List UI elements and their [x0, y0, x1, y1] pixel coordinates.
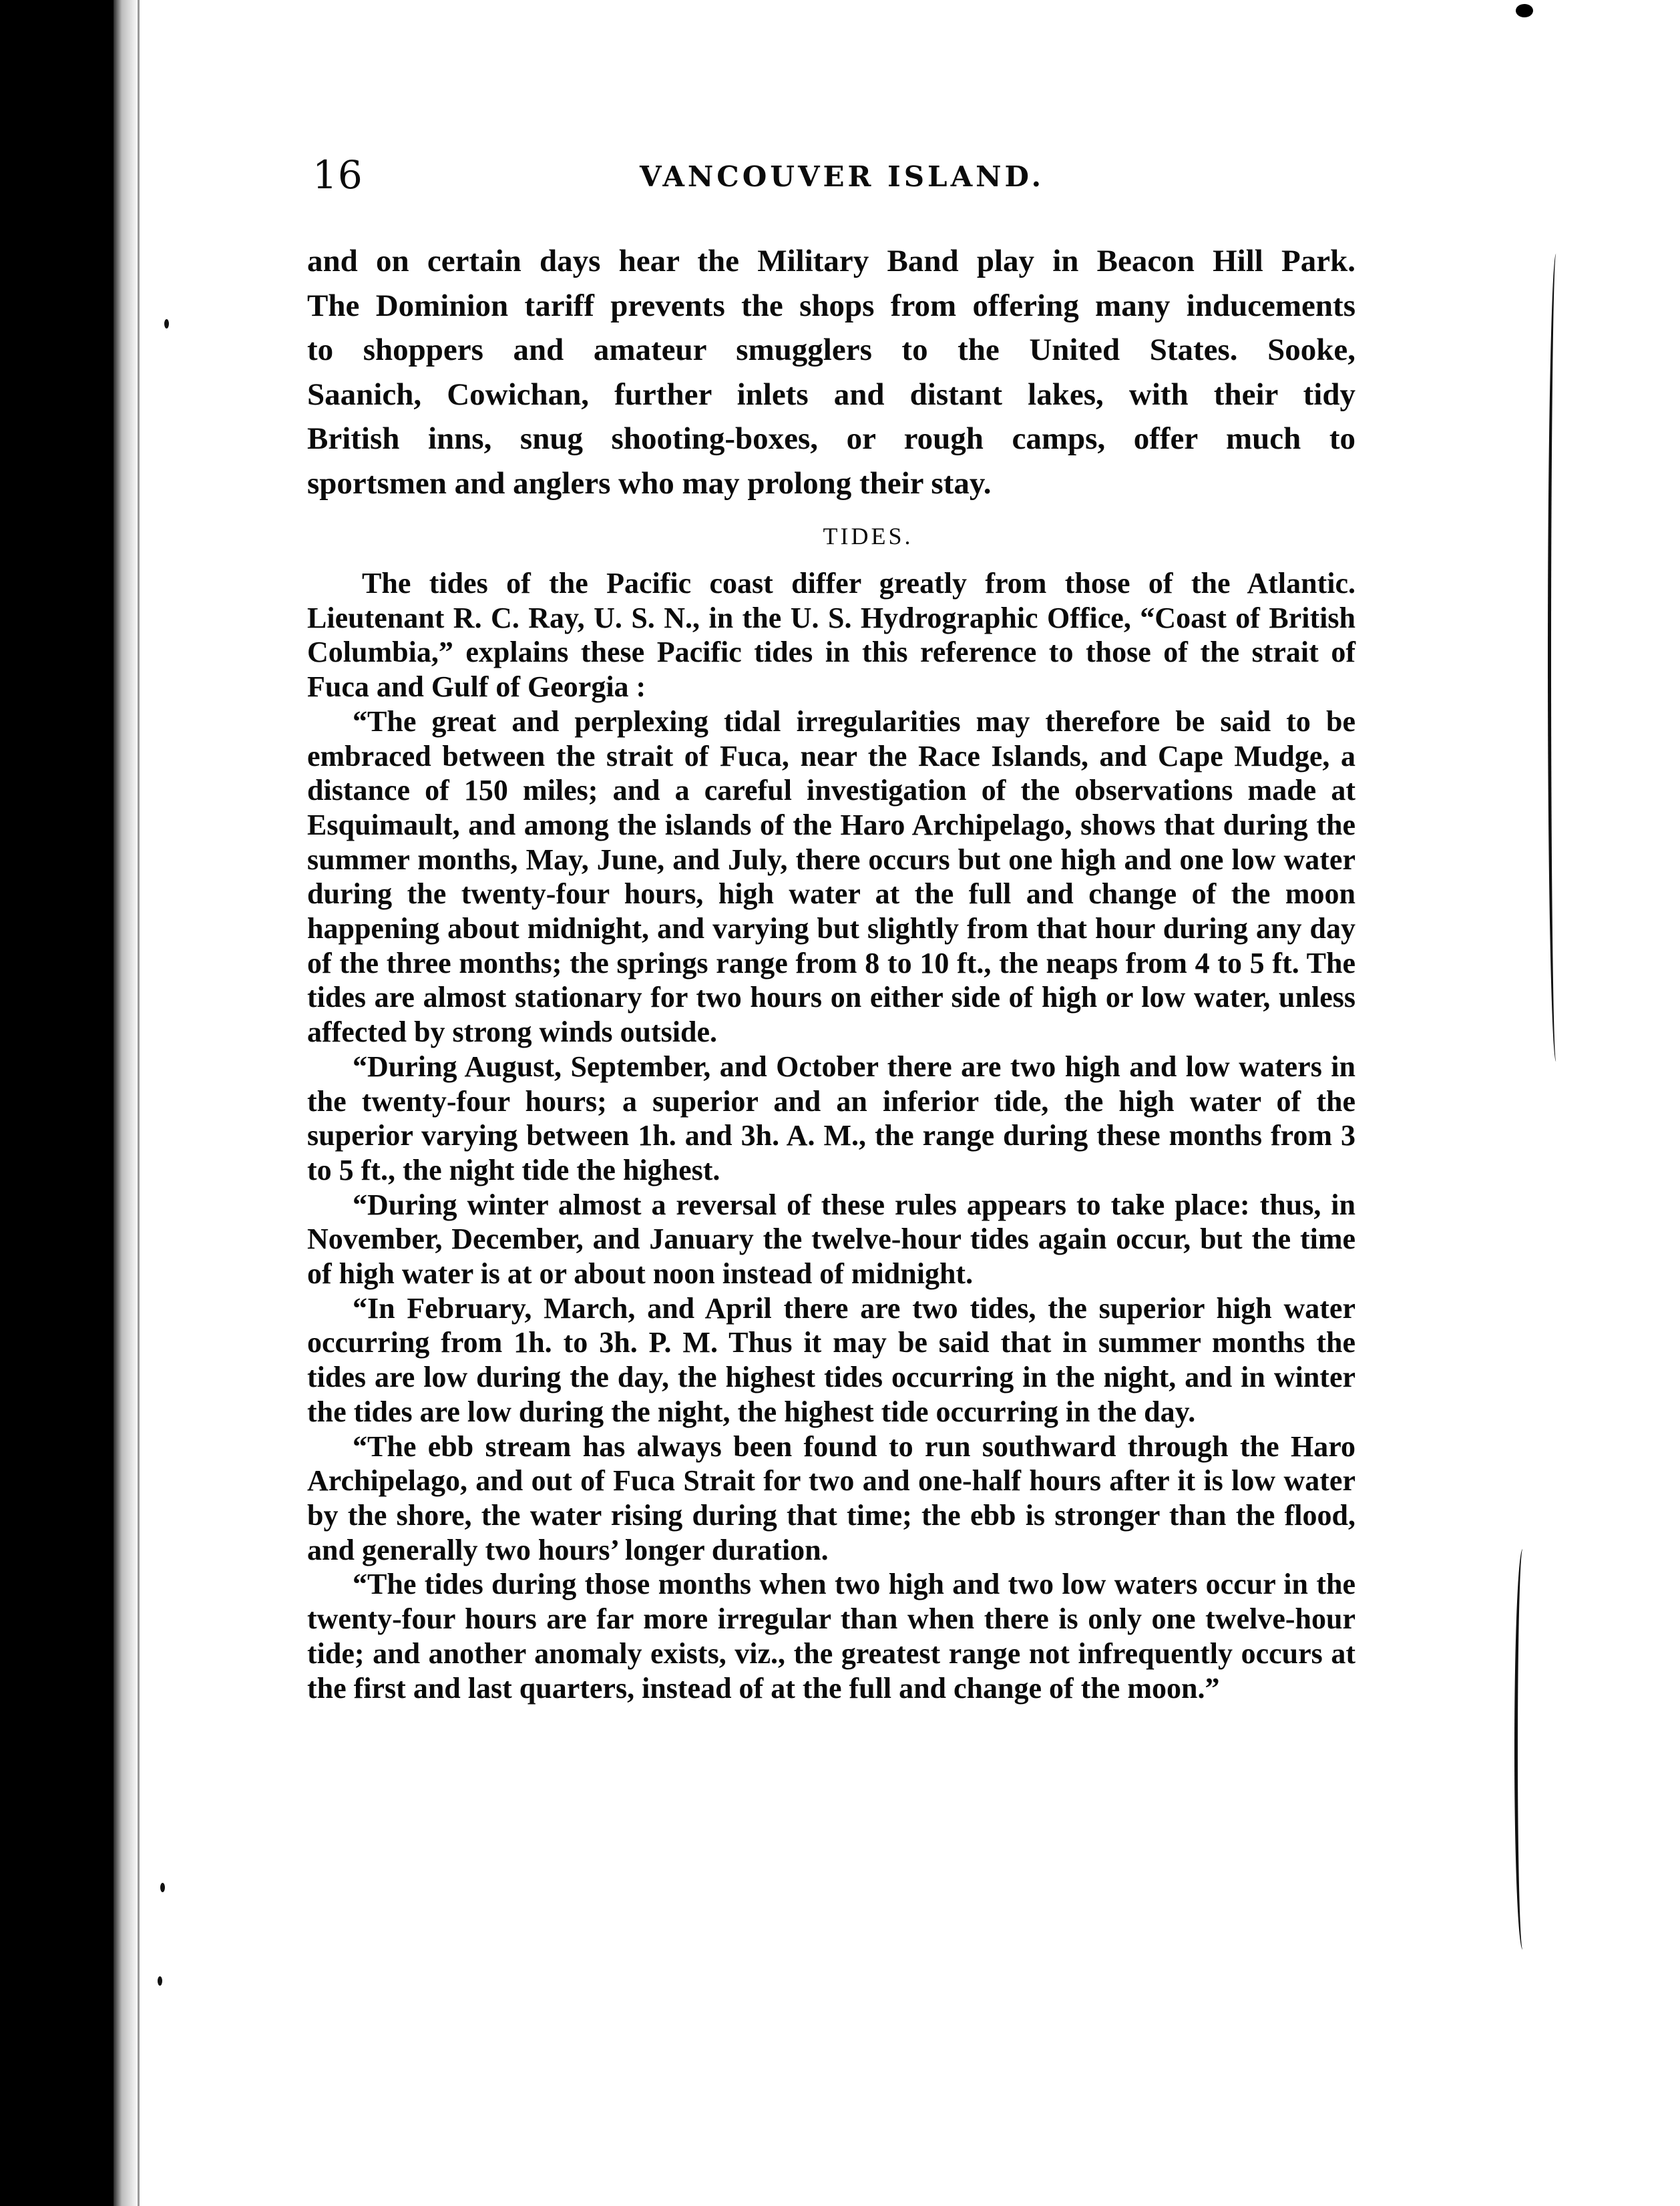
margin-bracket-mark — [1514, 1549, 1535, 1950]
scan-speck — [164, 319, 169, 328]
text-line: Saanich, Cowichan, further inlets and distant lakes, with their tidy — [307, 377, 1355, 412]
scan-border — [0, 0, 114, 2206]
page-number: 16 — [312, 152, 363, 198]
scan-border-shadow — [114, 0, 138, 2206]
text-line: The Dominion tariff prevents the shops from offering many inducements — [307, 288, 1355, 323]
text-line: sportsmen and anglers who may prolong their stay. — [307, 465, 992, 501]
margin-bracket-mark — [1548, 254, 1568, 1062]
tides-section — [307, 566, 1355, 1705]
text-line: and on certain days hear the Military Band play in Beacon Hill Park. — [307, 244, 1355, 278]
section-heading: TIDES. — [823, 523, 913, 549]
quoted-paragraph: “In February, March, and April there are two tides, the superior high water occurring from 1h. to 3h. P. M. Thus it may be said that in summer months the tides are low during the day, the highest tides occurring in the night, and in winter the tides are low during the night, the highest tide occurring in the day. — [307, 1291, 1355, 1428]
text-line: to shoppers and amateur smugglers to the United States. Sooke, — [307, 333, 1355, 367]
scan-speck — [1516, 4, 1533, 17]
running-head — [312, 152, 1354, 206]
scan-speck — [160, 1883, 165, 1892]
paragraph: The tides of the Pacific coast differ greatly from those of the Atlantic. Lieutenant R. C. Ray, U. S. N., in the U. S. Hydrographic Office, “Coast of British Columbia,” explains these Pacific tides in this reference to those of the strait of Fuca and Gulf of Georgia : — [307, 567, 1355, 704]
scan-speck — [158, 1976, 162, 1986]
quoted-paragraph: “During August, September, and October there are two high and low waters in the twenty-four hours; a superior and an inferior tide, the high water of the superior varying between 1h. and 3h. A. M., the range during these months from 3 to 5 ft., the night tide the highest. — [307, 1050, 1355, 1186]
quoted-paragraph: “The great and perplexing tidal irregularities may therefore be said to be embraced between the strait of Fuca, near the Race Islands, and Cape Mudge, a distance of 150 miles; and a careful investigation of the observations made at Esquimault, and among the islands of the Haro Archipelago, shows that during the summer months, May, June, and July, there occurs but one high and one low water during the twenty-four hours, high water at the full and change of the moon happening about midnight, and varying but slightly from that hour during any day of the three months; the springs range from 8 to 10 ft., the neaps from 4 to 5 ft. The tides are almost stationary for two hours on either side of high or low water, unless affected by strong winds outside. — [307, 704, 1355, 1049]
running-title: VANCOUVER ISLAND. — [640, 160, 1045, 193]
text-line: British inns, snug shooting-boxes, or rough camps, offer much to — [307, 421, 1355, 456]
quoted-paragraph: “The ebb stream has always been found to run southward through the Haro Archipelago, and out of Fuca Strait for two and one-half hours after it is low water by the shore, the water rising during that time; the ebb is stronger than the flood, and generally two hours’ longer duration. — [307, 1429, 1355, 1566]
quoted-paragraph: “During winter almost a reversal of these rules appears to take place: thus, in November, December, and January the twelve-hour tides again occur, but the time of high water is at or about noon instead of midnight. — [307, 1188, 1355, 1291]
quoted-paragraph: “The tides during those months when two high and two low waters occur in the twenty-four hours are far more irregular than when there is only one twelve-hour tide; and another anomaly exists, viz., the greatest range not infrequently occurs at the first and last quarters, instead of at the full and change of the moon.” — [307, 1568, 1355, 1705]
intro-paragraph — [307, 239, 1355, 505]
page-fold-line — [138, 0, 140, 2206]
